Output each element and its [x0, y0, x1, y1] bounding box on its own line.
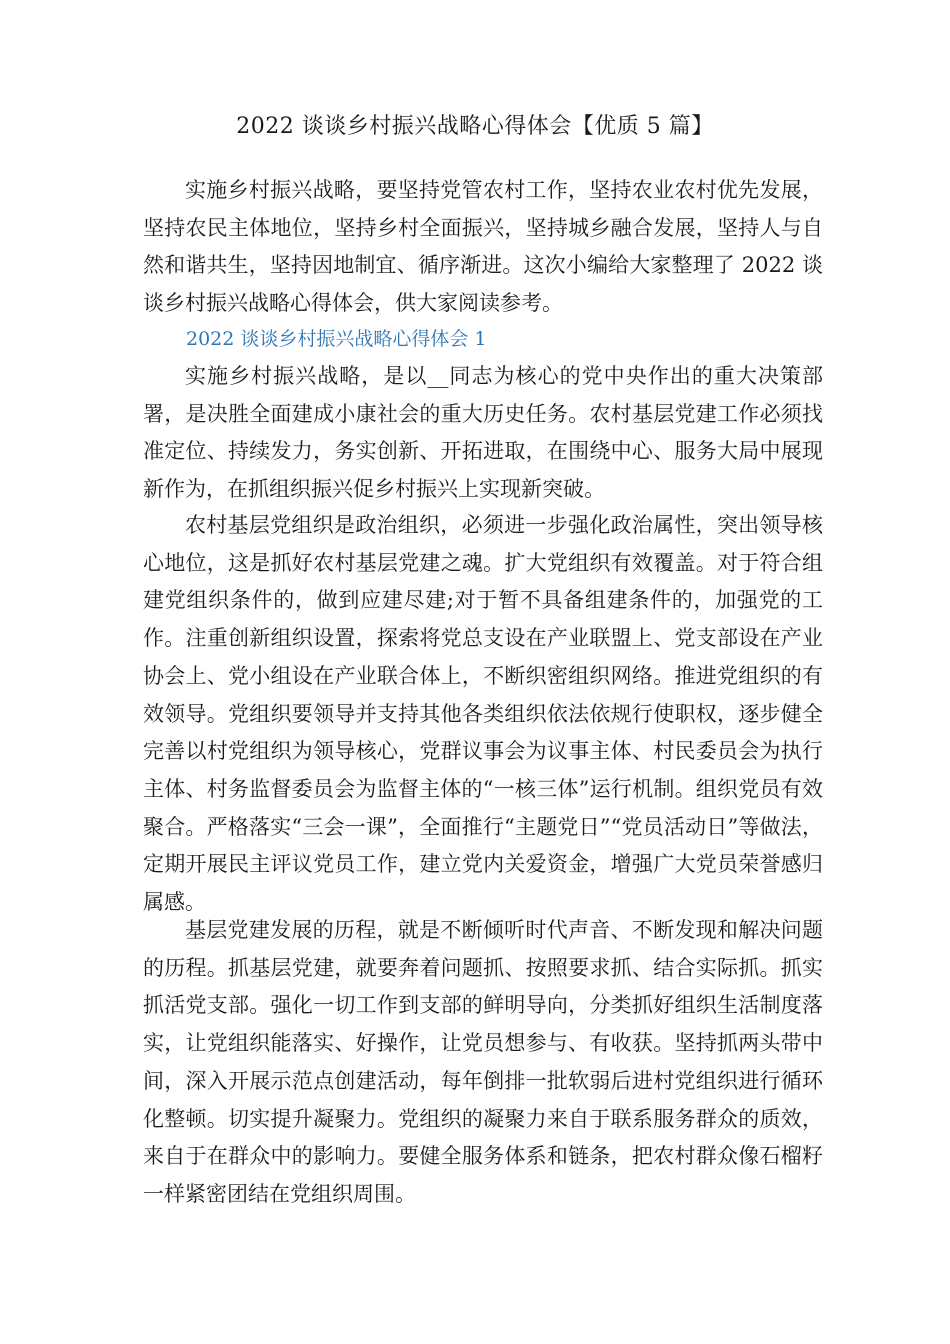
body-paragraph: 基层党建发展的历程，就是不断倾听时代声音、不断发现和解决问题的历程。抓基层党建，就要奔着问题抓、按照要求抓、结合实际抓。抓实抓活党支部。强化一切工作到支部的鲜明导向，分类抓好组织生活制度落实，让党组织能落实、好操作，让党员想参与、有收获。坚持抓两头带中间，深入开展示范点创建活动，每年倒排一批软弱后进村党组织进行循环化整顿。切实提升凝聚力。党组织的凝聚力来自于联系服务群众的质效，来自于在群众中的影响力。要健全服务体系和链条，把农村群众像石榴籽一样紧密团结在党组织周围。	[143, 918, 823, 1206]
section-heading: 2022 谈谈乡村振兴战略心得体会 1	[186, 328, 487, 350]
intro-paragraph: 实施乡村振兴战略，要坚持党管农村工作，坚持农业农村优先发展，坚持农民主体地位，坚持乡村全面振兴，坚持城乡融合发展，坚持人与自然和谐共生，坚持因地制宜、循序渐进。这次小编给大家整理了 2022 谈谈乡村振兴战略心得体会，供大家阅读参考。	[143, 178, 823, 316]
body-paragraph: 实施乡村振兴战略，是以__同志为核心的党中央作出的重大决策部署，是决胜全面建成小康社会的重大历史任务。农村基层党建工作必须找准定位、持续发力，务实创新、开拓进取，在围绕中心、服务大局中展现新作为，在抓组织振兴促乡村振兴上实现新突破。	[143, 364, 823, 502]
document-title: 2022 谈谈乡村振兴战略心得体会【优质 5 篇】	[236, 114, 714, 139]
body-paragraph: 农村基层党组织是政治组织，必须进一步强化政治属性，突出领导核心地位，这是抓好农村基层党建之魂。扩大党组织有效覆盖。对于符合组建党组织条件的，做到应建尽建;对于暂不具备组建条件的，加强党的工作。注重创新组织设置，探索将党总支设在产业联盟上、党支部设在产业协会上、党小组设在产业联合体上，不断织密组织网络。推进党组织的有效领导。党组织要领导并支持其他各类组织依法依规行使职权，逐步健全完善以村党组织为领导核心，党群议事会为议事主体、村民委员会为执行主体、村务监督委员会为监督主体的“一核三体”运行机制。组织党员有效聚合。严格落实“三会一课”，全面推行“主题党日”“党员活动日”等做法，定期开展民主评议党员工作，建立党内关爱资金，增强广大党员荣誉感归属感。	[143, 513, 823, 915]
